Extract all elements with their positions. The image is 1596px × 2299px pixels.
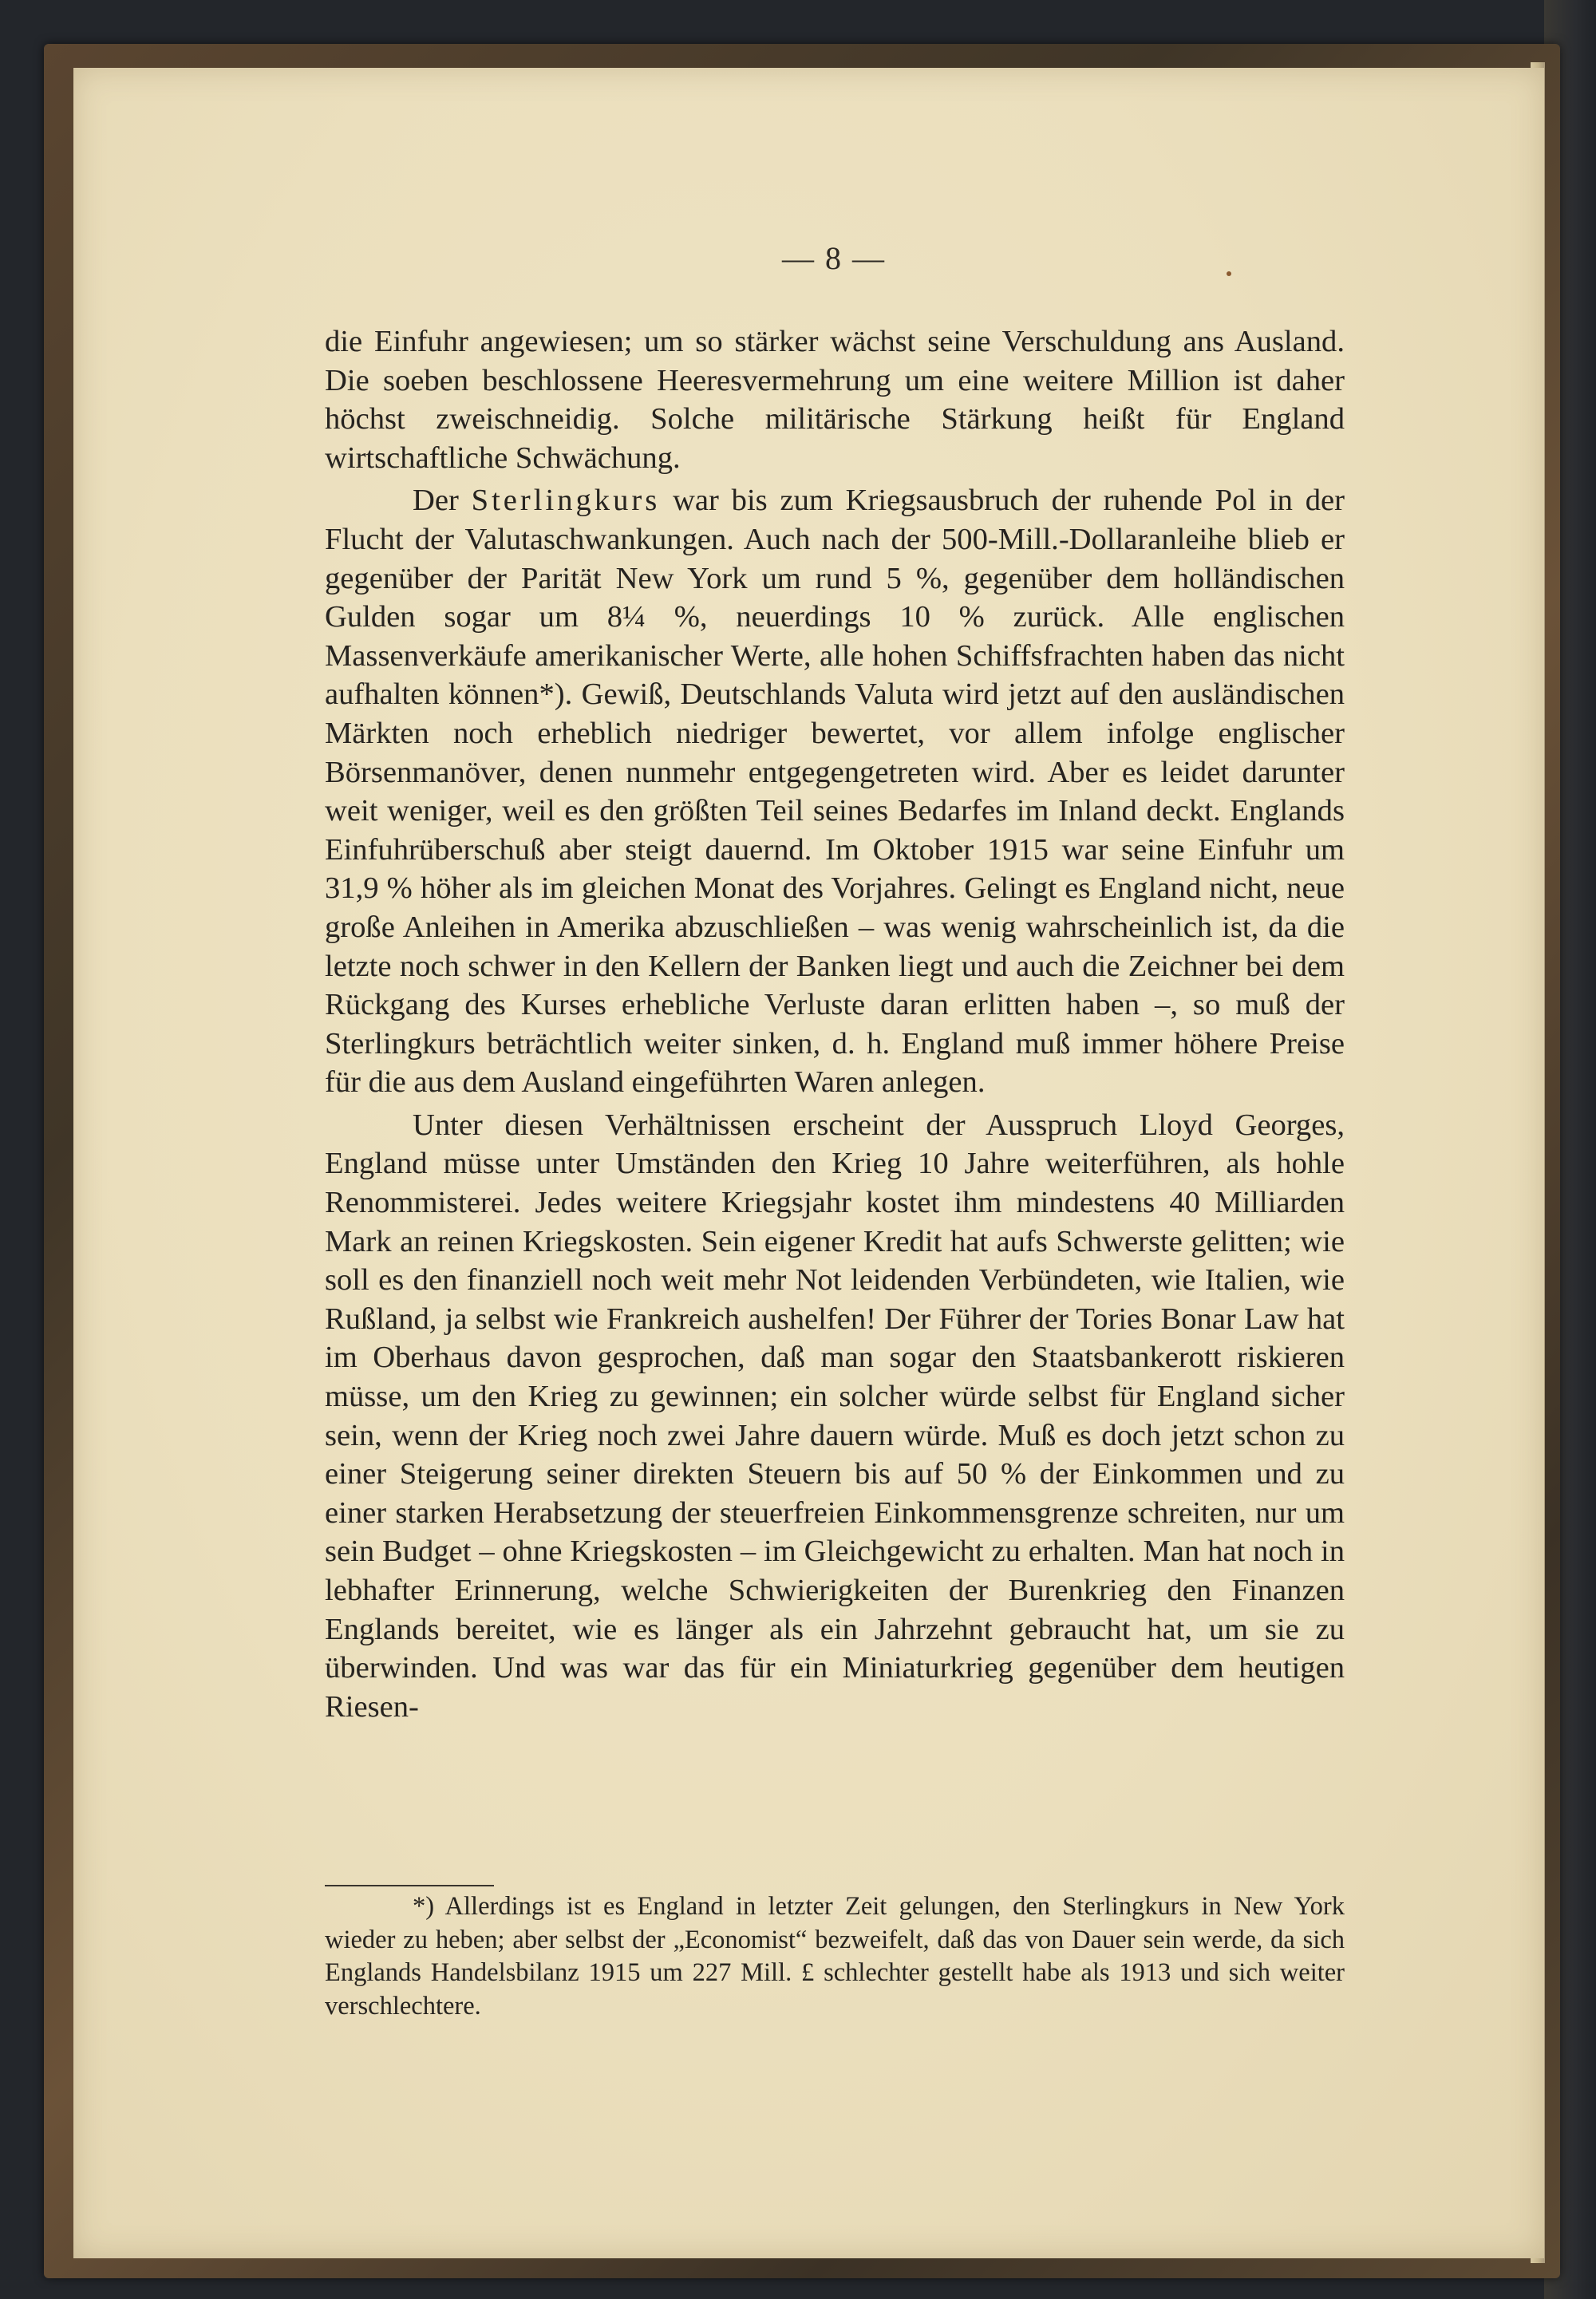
footnote-divider [325, 1885, 494, 1886]
paragraph-2 [325, 481, 1345, 1102]
page-number: — 8 — [782, 240, 886, 276]
paragraph-2-lead: Der [413, 484, 472, 518]
paragraph-2-text: war bis zum Kriegsausbruch der ruhende Pol in der Flucht der Valutaschwankungen. Auch nach der 500-Mill.-Dollaranleihe blieb er gegenüber der Parität New York um rund 5 %, gegenüber dem holländischen Gulden sogar um 8¼ %, neuerdings 10 % zurück. Alle englischen Massenverkäufe amerikanischer Werte, alle hohen Schiffsfrachten haben das nicht aufhalten können*). Gewiß, Deutschlands Valuta wird jetzt auf den ausländischen Märkten noch erheblich niedriger bewertet, vor allem infolge englischer Börsenmanöver, denen nunmehr entgegengetreten wird. Aber es leidet darunter weit weniger, weil es den größten Teil seines Bedarfes im Inland deckt. Englands Einfuhrüberschuß aber steigt dauernd. Im Oktober 1915 war seine Einfuhr um 31,9 % höher als im gleichen Monat des Vorjahres. Gelingt es England nicht, neue große Anleihen in Amerika abzuschließen – was wenig wahrscheinlich ist, da die letzte noch schwer in den Kellern der Banken liegt und auch die Zeichner bei dem Rückgang des Kurses erhebliche Verluste daran erlitten haben –, so muß der Sterlingkurs beträchtlich weiter sinken, d. h. England muß immer höhere Preise für die aus dem Ausland eingeführten Waren anlegen. [325, 484, 1345, 1100]
body-text [325, 322, 1345, 1730]
spaced-term: Sterlingkurs [471, 484, 661, 518]
footnote: *) Allerdings ist es England in letzter Zeit gelungen, den Sterlingkurs in New York wieder zu heben; aber selbst der „Economist“ bezweifelt, daß das von Dauer sein werde, da sich Englands Handelsbilanz 1915 um 227 Mill. £ schlechter gestellt habe als 1913 und sich weiter verschlechtere. [325, 1892, 1345, 2021]
paragraph-1: die Einfuhr angewiesen; um so stärker wächst seine Verschuldung ans Ausland. Die soeben beschlossene Heeresvermehrung um eine weitere Million ist daher höchst zweischneidig. Solche militärische Stärkung heißt für England wirtschaftliche Schwächung. [325, 325, 1345, 475]
paragraph-3: Unter diesen Verhältnissen erscheint der Ausspruch Lloyd Georges, England müsse unter Umständen den Krieg 10 Jahre weiterführen, als hohle Renommisterei. Jedes weitere Kriegsjahr kostet ihm mindestens 40 Milliarden Mark an reinen Kriegskosten. Sein eigener Kredit hat aufs Schwerste gelitten; wie soll es den finanziell noch weit mehr Not leidenden Verbündeten, wie Italien, wie Rußland, ja selbst wie Frankreich aushelfen! Der Führer der Tories Bonar Law hat im Oberhaus davon gesprochen, daß man sogar den Staatsbankerott riskieren müsse, um den Krieg zu gewinnen; ein solcher würde selbst für England sicher sein, wenn der Krieg noch zwei Jahre dauern würde. Muß es doch jetzt schon zu einer Steigerung seiner direkten Steuern bis auf 50 % der Einkommen und zu einer starken Herabsetzung der steuerfreien Einkommensgrenze schreiten, nur um sein Budget – ohne Kriegskosten – im Gleichgewicht zu erhalten. Man hat noch in lebhafter Erinnerung, welche Schwierigkeiten der Burenkrieg den Finanzen Englands bereitet, wie es länger als ein Jahrzehnt gebraucht hat, um sie zu überwinden. Und was war das für ein Miniaturkrieg gegenüber dem heutigen Riesen- [325, 1108, 1345, 1724]
